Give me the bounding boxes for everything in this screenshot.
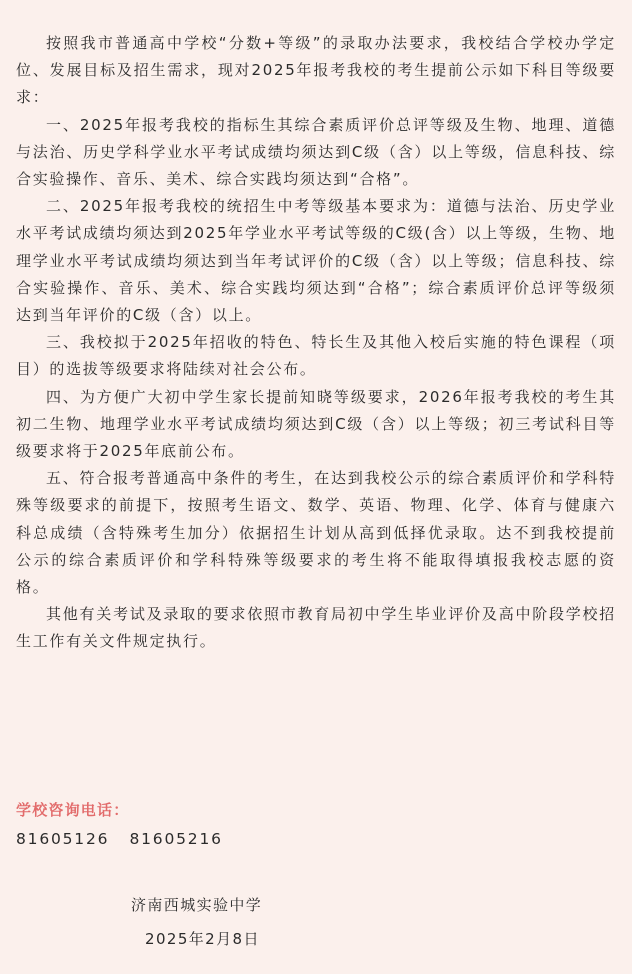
school-name: 济南西城实验中学 — [131, 896, 263, 914]
paragraph-other: 其他有关考试及录取的要求依照市教育局初中学生毕业评价及高中阶段学校招生工作有关文件规定执行。 — [16, 605, 616, 651]
contact-title: 学校咨询电话： — [16, 801, 130, 819]
paragraph-item-1: 一、2025年报考我校的指标生其综合素质评价总评等级及生物、地理、道德与法治、历史学科学业水平考试成绩均须达到C级（含）以上等级，信息科技、综合实验操作、音乐、美术、综合实践均须达到“合格”。 — [16, 115, 616, 189]
phone-numbers: 81605126 81605216 — [16, 830, 223, 848]
paragraph-intro: 按照我市普通高中学校“分数+等级”的录取办法要求，我校结合学校办学定位、发展目标及招生需求，现对2025年报考我校的考生提前公示如下科目等级要求： — [16, 34, 616, 107]
paragraph-item-3: 三、我校拟于2025年招收的特色、特长生及其他入校后实施的特色课程（项目）的选拔等级要求将陆续对社会公布。 — [16, 333, 616, 379]
paragraph-item-5: 五、符合报考普通高中条件的考生，在达到我校公示的综合素质评价和学科特殊等级要求的前提下，按照考生语文、数学、英语、物理、化学、体育与健康六科总成绩（含特殊考生加分）依据招生计划从高到低择优录取。达不到我校提前公示的综合素质评价和学科特殊等级要求的考生将不能取得填报我校志愿的资格。 — [16, 469, 616, 597]
contact-section — [16, 796, 616, 854]
paragraph-item-2: 二、2025年报考我校的统招生中考等级基本要求为：道德与法治、历史学业水平考试成绩均须达到2025年学业水平考试等级的C级(含）以上等级，生物、地理学业水平考试成绩均须达到当年考试评价的C级（含）以上等级；信息科技、综合实验操作、音乐、美术、综合实践均须达到“合格”；综合素质评价总评等级须达到当年评价的C级（含）以上。 — [16, 197, 616, 325]
issue-date: 2025年2月8日 — [145, 930, 260, 948]
paragraph-item-4: 四、为方便广大初中学生家长提前知晓等级要求，2026年报考我校的考生其初二生物、地理学业水平考试成绩均须达到C级（含）以上等级；初三考试科目等级要求将于2025年底前公布。 — [16, 387, 616, 461]
signature-block — [131, 893, 431, 951]
notice-body — [16, 30, 616, 656]
